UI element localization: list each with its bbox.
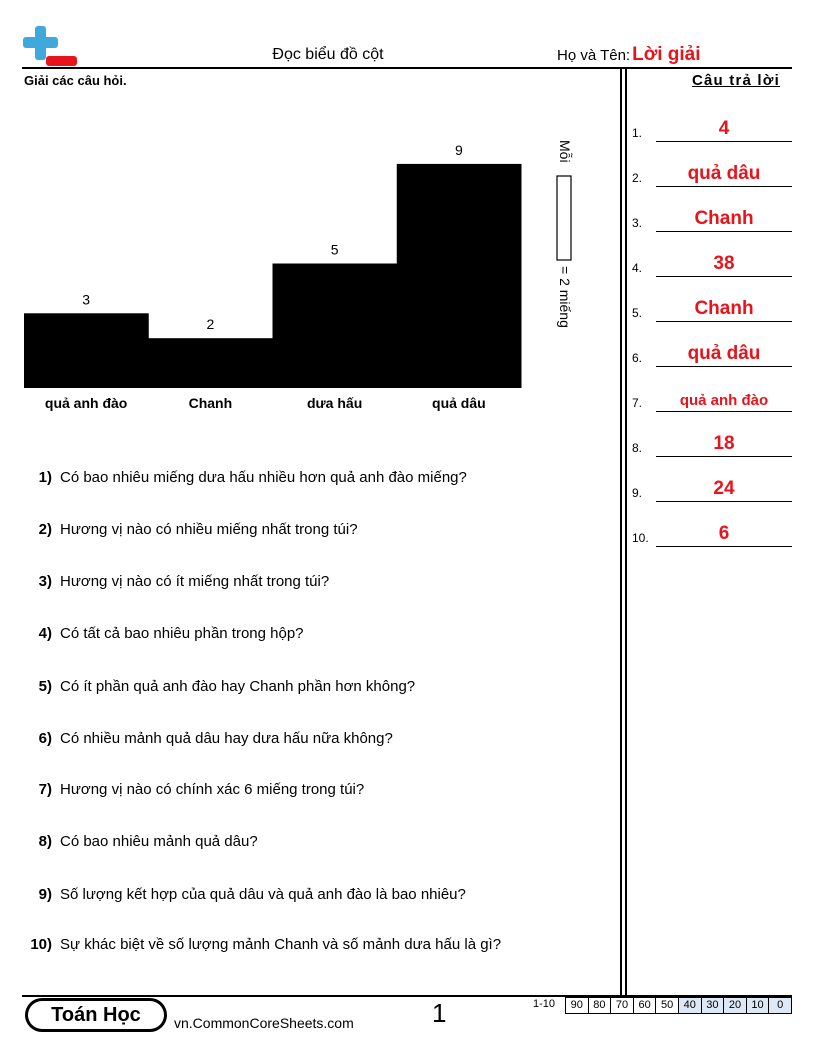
answer-row: [632, 337, 792, 367]
answer-value[interactable]: Chanh: [694, 208, 754, 229]
bar-value-label: 5: [330, 241, 339, 258]
answer-row: [632, 247, 792, 277]
question-text: Có tất cả bao nhiêu phần trong hộp?: [60, 625, 304, 642]
score-cell: 30: [702, 997, 725, 1014]
question-text: Số lượng kết hợp của quả dâu và quả anh đào là bao nhiêu?: [60, 886, 466, 903]
score-label: 1-10: [533, 998, 556, 1010]
name-value: Lời giải: [632, 44, 701, 65]
score-cell: 80: [589, 997, 612, 1014]
score-table: [565, 997, 792, 1014]
question-item: [22, 678, 612, 695]
score-cell: 60: [634, 997, 657, 1014]
page-number: 1: [432, 998, 447, 1028]
bar: [24, 313, 149, 388]
answer-line: [656, 321, 792, 322]
score-cell: 20: [724, 997, 747, 1014]
answer-number: 2.: [632, 171, 643, 185]
answer-line: [656, 141, 792, 142]
footer-url[interactable]: vn.CommonCoreSheets.com: [174, 1015, 354, 1031]
question-item: [22, 573, 612, 590]
answer-line: [656, 456, 792, 457]
answer-row: [632, 292, 792, 322]
question-item: [22, 781, 612, 798]
key-label-bottom: = 2 miếng: [557, 266, 573, 328]
question-number: 3): [38, 573, 52, 590]
question-item: [22, 833, 612, 850]
question-item: [22, 469, 612, 486]
answer-value[interactable]: 18: [713, 433, 735, 454]
answer-row: [632, 112, 792, 142]
answer-value[interactable]: Chanh: [694, 298, 754, 319]
footer-brand: Toán Học: [28, 1001, 164, 1029]
page-title: Đọc biểu đồ cột: [272, 46, 384, 63]
answers-title: Câu trả lời: [691, 72, 780, 89]
question-item: [22, 730, 612, 747]
bar: [397, 164, 522, 388]
question-item: [22, 521, 612, 538]
question-number: 10): [30, 936, 52, 953]
category-label: Chanh: [188, 395, 233, 411]
answer-line: [656, 276, 792, 277]
question-text: Sự khác biệt về số lượng mảnh Chanh và số mảnh dưa hấu là gì?: [60, 936, 502, 953]
question-text: Hương vị nào có chính xác 6 miếng trong túi?: [60, 781, 365, 798]
question-item: [22, 936, 612, 953]
answer-number: 1.: [632, 126, 643, 140]
bar-value-label: 9: [454, 141, 463, 158]
category-label: quả dâu: [432, 395, 486, 411]
bar-value-label: 2: [206, 316, 215, 333]
answer-value[interactable]: quả anh đào: [679, 392, 769, 409]
answer-row: [632, 382, 792, 412]
answer-number: 9.: [632, 486, 643, 500]
answer-line: [656, 186, 792, 187]
answer-line: [656, 231, 792, 232]
score-cell: 0: [769, 997, 792, 1014]
answer-line: [656, 366, 792, 367]
instructions: Giải các câu hỏi.: [24, 73, 127, 88]
answer-column-divider-inner: [625, 67, 627, 995]
question-text: Có ít phần quả anh đào hay Chanh phần hơn không?: [60, 678, 416, 695]
category-label: dưa hấu: [306, 395, 363, 411]
answer-value[interactable]: quả dâu: [687, 163, 761, 184]
question-number: 9): [38, 886, 52, 903]
answer-line: [656, 546, 792, 547]
key-swatch: [557, 176, 571, 260]
name-area: [557, 44, 701, 66]
answer-number: 4.: [632, 261, 643, 275]
question-text: Có bao nhiêu mảnh quả dâu?: [60, 833, 258, 850]
footer-brand-logo: [25, 998, 167, 1032]
question-number: 2): [38, 521, 52, 538]
question-text: Có nhiều mảnh quả dâu hay dưa hấu nữa không?: [60, 730, 393, 747]
category-label: quả anh đào: [44, 395, 128, 411]
question-number: 1): [38, 469, 52, 486]
question-number: 5): [38, 678, 52, 695]
score-cell: 40: [679, 997, 702, 1014]
answer-value[interactable]: 6: [718, 523, 730, 544]
name-label: Họ và Tên:: [557, 47, 631, 64]
bar-value-label: 3: [82, 291, 91, 308]
answer-line: [656, 501, 792, 502]
question-number: 8): [38, 833, 52, 850]
answer-line: [656, 411, 792, 412]
question-text: Có bao nhiêu miếng dưa hấu nhiều hơn quả anh đào miếng?: [60, 469, 467, 486]
score-cell: 90: [566, 997, 589, 1014]
question-number: 7): [38, 781, 52, 798]
answer-value[interactable]: 38: [713, 253, 735, 274]
answer-row: [632, 472, 792, 502]
answer-value[interactable]: 4: [718, 118, 730, 139]
bar: [148, 338, 273, 388]
question-number: 4): [38, 625, 52, 642]
bar: [273, 264, 398, 389]
answer-row: [632, 157, 792, 187]
score-cell: 10: [747, 997, 770, 1014]
question-text: Hương vị nào có nhiều miếng nhất trong túi?: [60, 521, 358, 538]
bar-chart: [0, 100, 610, 430]
answer-column-divider: [620, 67, 622, 995]
answer-row: [632, 202, 792, 232]
answer-row: [632, 517, 792, 547]
score-cell: 50: [656, 997, 679, 1014]
answer-number: 6.: [632, 351, 643, 365]
question-number: 6): [38, 730, 52, 747]
answer-value[interactable]: quả dâu: [687, 343, 761, 364]
top-divider: [22, 67, 792, 69]
question-item: [22, 886, 612, 903]
answer-number: 3.: [632, 216, 643, 230]
key-label-top: Mỗi: [557, 140, 573, 163]
answer-number: 10.: [632, 531, 649, 545]
question-item: [22, 625, 612, 642]
score-cell: 70: [611, 997, 634, 1014]
answer-number: 8.: [632, 441, 643, 455]
answer-row: [632, 427, 792, 457]
question-text: Hương vị nào có ít miếng nhất trong túi?: [60, 573, 330, 590]
answer-number: 5.: [632, 306, 643, 320]
answer-number: 7.: [632, 396, 643, 410]
answer-value[interactable]: 24: [713, 478, 735, 499]
